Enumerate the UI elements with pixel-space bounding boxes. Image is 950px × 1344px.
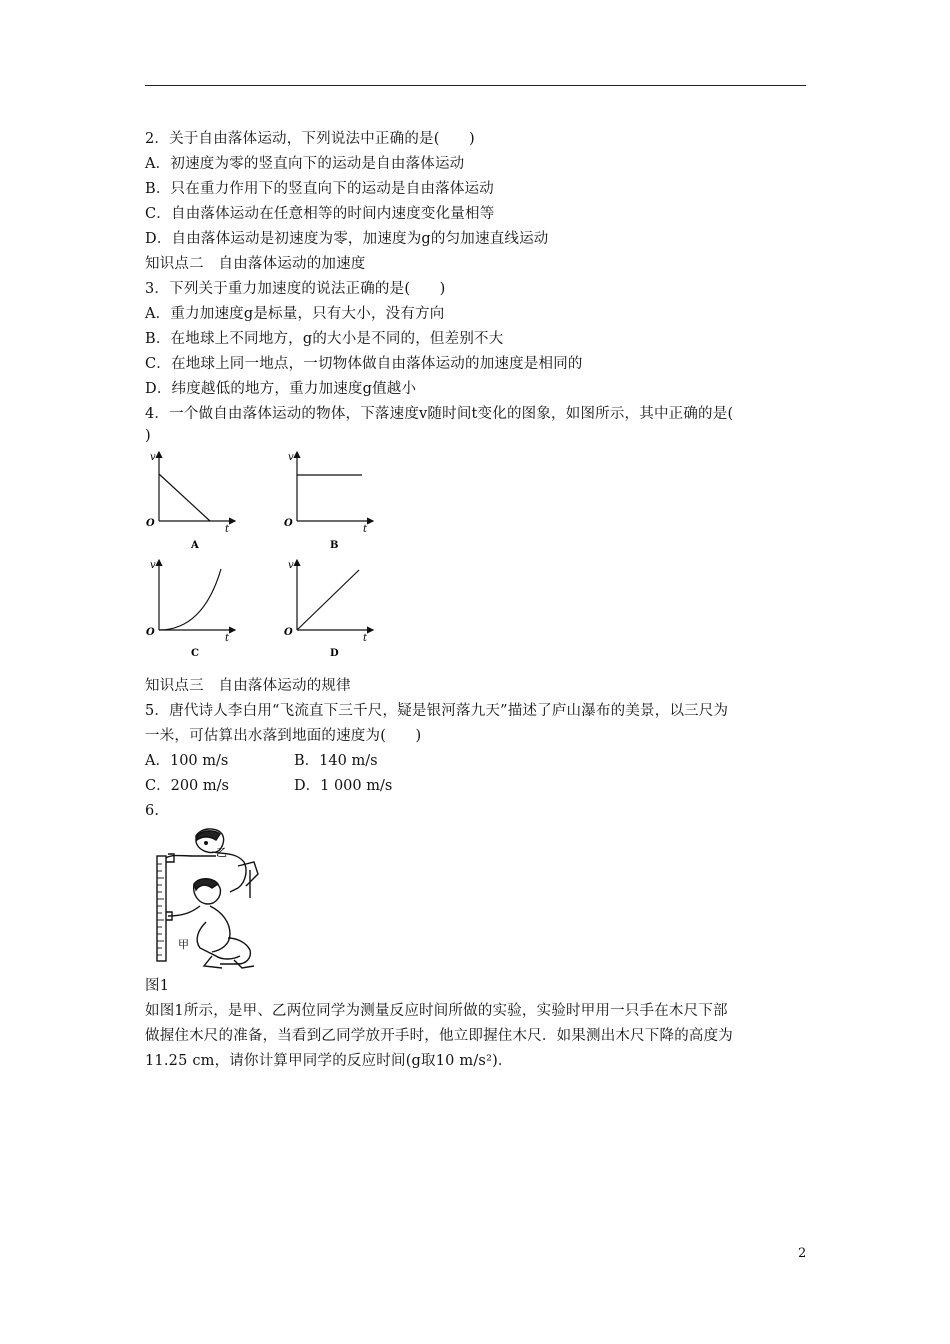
graph-d-axis-v: v: [288, 560, 294, 571]
q5-stem-line2: 一米，可估算出水落到地面的速度为( ): [145, 728, 422, 744]
q3-option-c: C．在地球上同一地点，一切物体做自由落体运动的加速度是相同的: [145, 356, 583, 372]
q6-text-line1: 如图1所示，是甲、乙两位同学为测量反应时间所做的实验，实验时甲用一只手在木尺下部: [145, 1003, 728, 1019]
q5-option-d: D．1 000 m/s: [294, 778, 393, 794]
q4-stem: 4．一个做自由落体运动的物体，下落速度v随时间t变化的图象，如图所示，其中正确的是(: [145, 406, 734, 422]
label-yi: 乙: [216, 846, 227, 859]
q6-text-line3: 11.25 cm，请你计算甲同学的反应时间(g取10 m/s²)．: [145, 1053, 513, 1069]
graph-b: [284, 452, 373, 551]
q5-option-b: B．140 m/s: [294, 753, 378, 769]
q5-stem: 5．唐代诗人李白用“飞流直下三千尺，疑是银河落九天”描述了庐山瀑布的美景，以三尺为: [145, 703, 729, 719]
section-heading-2: 知识点二 自由落体运动的加速度: [145, 256, 366, 272]
q6-figure-caption: 图1: [145, 978, 170, 994]
graph-a-line: [159, 474, 210, 521]
graph-a-origin: O: [146, 518, 155, 529]
q3-option-a: A．重力加速度g是标量，只有大小，没有方向: [145, 306, 445, 322]
graph-d-origin: O: [284, 627, 293, 638]
graph-c-label: C: [191, 648, 199, 659]
ruler: [157, 856, 166, 961]
graph-b-axis-t: t: [363, 524, 368, 535]
label-jia: 甲: [178, 938, 189, 951]
q6-number: 6.: [145, 803, 160, 819]
page-number: 2: [798, 1246, 807, 1261]
q2-option-b: B．只在重力作用下的竖直向下的运动是自由落体运动: [145, 181, 494, 197]
graph-a-axis-v: v: [150, 452, 156, 463]
q6-text-line2: 做握住木尺的准备，当看到乙同学放开手时，他立即握住木尺．如果测出木尺下降的高度为: [145, 1028, 733, 1044]
graph-d-line: [297, 570, 359, 630]
graph-c-axis-t: t: [225, 633, 230, 644]
graph-b-label: B: [330, 540, 339, 551]
q2-stem: 2．关于自由落体运动，下列说法中正确的是( ): [145, 131, 475, 147]
q3-option-b: B．在地球上不同地方，g的大小是不同的，但差别不大: [145, 331, 504, 347]
graph-a-axis-t: t: [225, 524, 230, 535]
header-rule: [145, 85, 806, 86]
q3-option-d: D．纬度越低的地方，重力加速度g值越小: [145, 381, 417, 397]
reaction-time-illustration: [150, 826, 265, 971]
q2-option-d: D．自由落体运动是初速度为零，加速度为g的匀加速直线运动: [145, 231, 549, 247]
graph-c-origin: O: [146, 627, 155, 638]
q5-option-a: A．100 m/s: [145, 753, 229, 769]
graph-c-curve: [159, 569, 221, 630]
graph-b-origin: O: [284, 518, 293, 529]
q5-option-c: C．200 m/s: [145, 778, 229, 794]
graph-d-axis-t: t: [363, 633, 368, 644]
graph-b-axis-v: v: [288, 452, 294, 463]
graph-c: [146, 560, 235, 659]
q3-stem: 3．下列关于重力加速度的说法正确的是( ): [145, 281, 446, 297]
q2-option-a: A．初速度为零的竖直向下的运动是自由落体运动: [145, 156, 465, 172]
graph-a-label: A: [191, 540, 199, 551]
person-jia: [166, 879, 254, 968]
q4-stem-close: ): [145, 428, 151, 444]
q2-option-c: C．自由落体运动在任意相等的时间内速度变化量相等: [145, 206, 495, 222]
graph-a: [146, 452, 235, 551]
graph-c-axis-v: v: [150, 560, 156, 571]
graph-d-label: D: [330, 648, 339, 659]
vt-graphs-figure: [140, 448, 390, 663]
section-heading-3: 知识点三 自由落体运动的规律: [145, 678, 351, 694]
graph-d: [284, 560, 373, 659]
